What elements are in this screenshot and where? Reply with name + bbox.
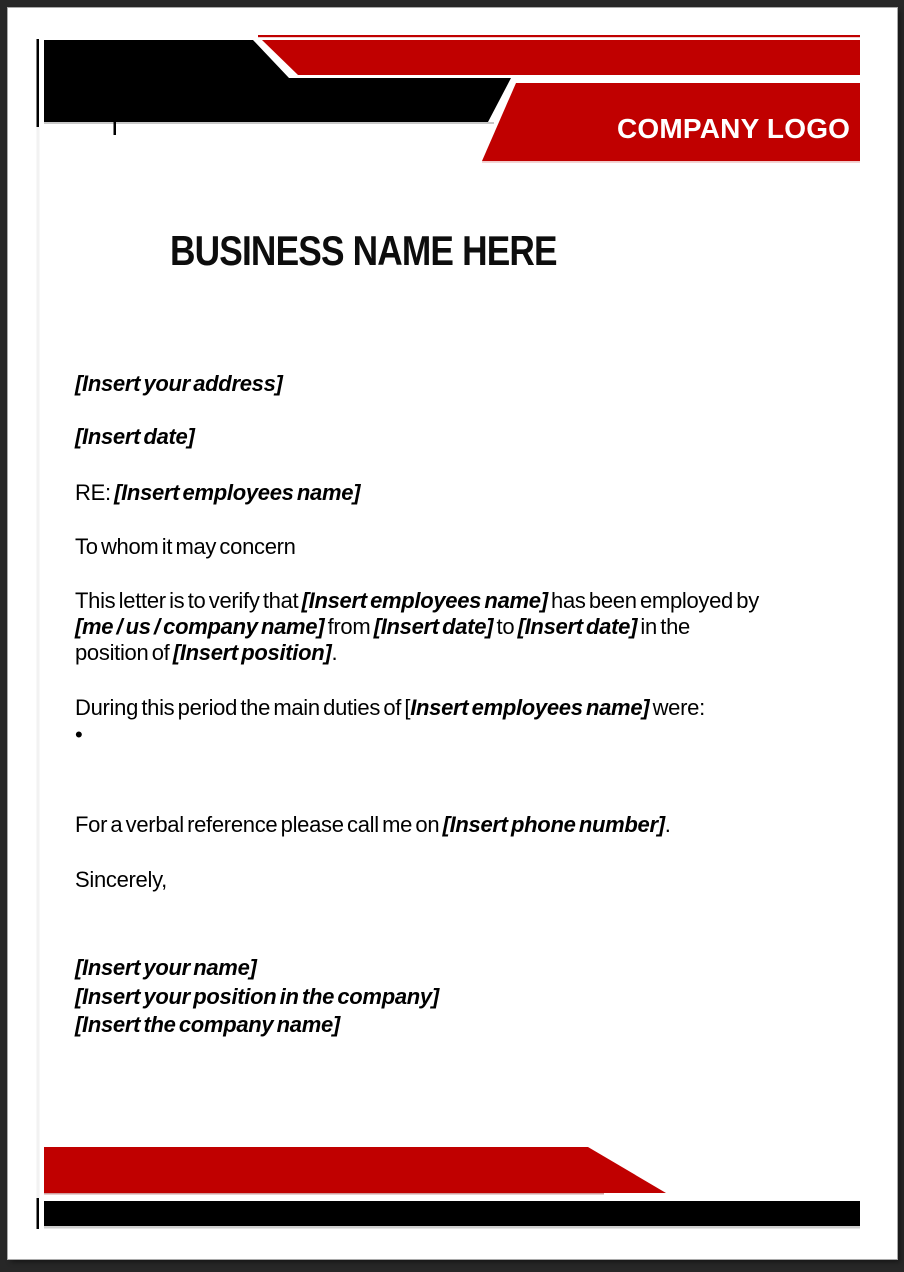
date-placeholder: [Insert date]: [75, 424, 195, 449]
paragraph-employment-line-2: [me / us / company name] from [Insert date] to [Insert date] in the: [75, 614, 690, 639]
signature-position-placeholder: [Insert your position in the company]: [75, 983, 439, 1009]
header-red-band: [262, 40, 860, 75]
paragraph-employment: [75, 588, 759, 666]
address-placeholder: [Insert your address]: [75, 371, 283, 396]
header-top-red-line: [258, 35, 860, 37]
company-logo-banner-shadow: [482, 161, 860, 163]
footer-red-shape: [44, 1147, 666, 1193]
footer-black-bar: [44, 1201, 860, 1226]
signature-block: [75, 954, 439, 1040]
signature-name-placeholder: [Insert your name]: [75, 955, 257, 980]
footer-left-thin-line: [37, 1198, 40, 1229]
closing: Sincerely,: [75, 867, 167, 892]
paragraph-duties: During this period the main duties of [Insert employees name] were:: [75, 695, 705, 720]
footer-red-shape-shadow: [44, 1193, 604, 1195]
letter-page: [8, 8, 897, 1259]
re-employee-name-placeholder: [Insert employees name]: [114, 480, 361, 505]
paragraph-employment-line-3: position of [Insert position].: [75, 640, 338, 665]
business-name-title: BUSINESS NAME HERE: [170, 227, 557, 274]
header-left-thin-line: [37, 39, 40, 127]
signature-company-placeholder: [Insert the company name]: [75, 1012, 340, 1038]
company-logo-label: COMPANY LOGO: [617, 113, 851, 144]
salutation: To whom it may concern: [75, 534, 296, 559]
left-margin-guideline: [37, 127, 40, 1198]
paragraph-employment-line-1: This letter is to verify that [Insert employees name] has been employed by: [75, 588, 759, 613]
header-black-shape-shadow: [44, 122, 494, 124]
footer-black-bar-shadow: [44, 1226, 860, 1229]
re-prefix: RE:: [75, 480, 115, 505]
header-tick-mark: [114, 122, 117, 135]
duties-bullet: •: [75, 722, 83, 747]
paragraph-reference: For a verbal reference please call me on [Insert phone number].: [75, 812, 671, 837]
re-line: [75, 480, 360, 506]
